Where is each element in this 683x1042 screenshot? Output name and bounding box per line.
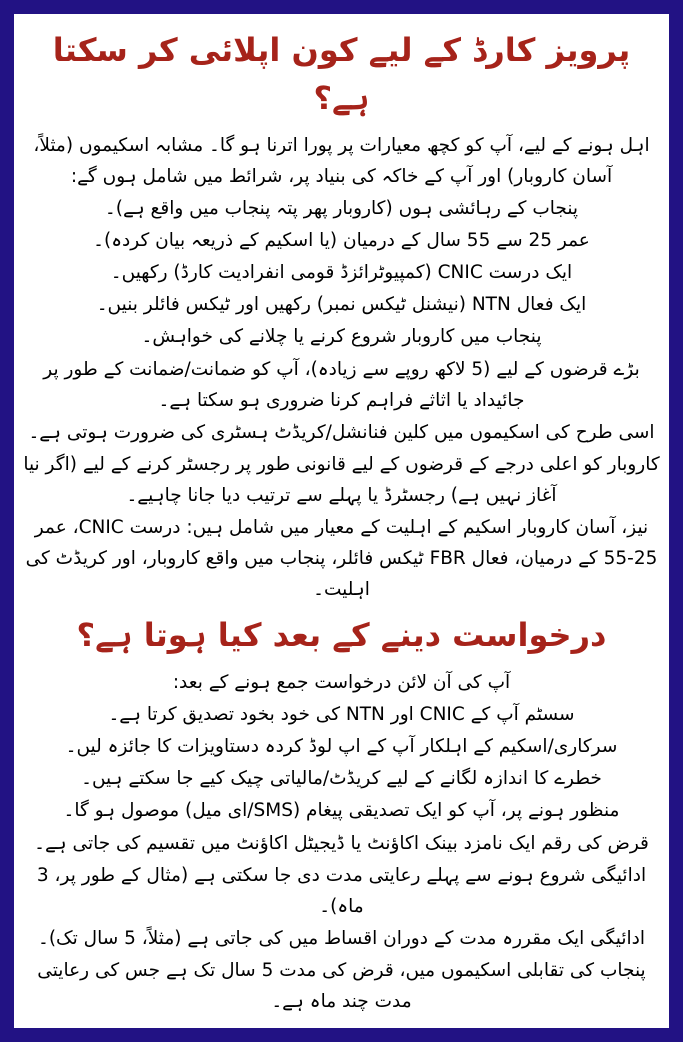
- after-apply-heading: درخواست دینے کے بعد کیا ہوتا ہے؟: [76, 616, 607, 655]
- grace-period-note: ادائیگی شروع ہونے سے پہلے رعایتی مدت دی جا سکتی ہے (مثال کے طور پر، 3 ماہ)۔: [36, 864, 647, 917]
- after-apply-intro: آپ کی آن لائن درخواست جمع ہونے کے بعد:: [172, 672, 511, 694]
- requirement-cnic: ایک درست CNIC (کمپیوٹرائزڈ قومی انفرادیت کارڈ) رکھیں۔: [110, 262, 573, 284]
- eligibility-heading: پرویز کارڈ کے لیے کون اپلائی کر سکتا ہے؟: [52, 31, 631, 117]
- section-eligibility: [22, 26, 661, 605]
- tenure-note: پنجاب کی تقابلی اسکیموں میں، قرض کی مدت 5 سال تک ہے جس کی رعایتی مدت چند ماہ ہے۔: [37, 959, 646, 1012]
- requirement-ntn: ایک فعال NTN (نیشنل ٹیکس نمبر) رکھیں اور ٹیکس فائلر بنیں۔: [96, 294, 587, 316]
- page: [14, 14, 669, 1028]
- registration-note: کاروبار کو اعلی درجے کے قرضوں کے لیے قانونی طور پر رجسٹر کرنے کے لیے (اگر نیا آغاز نہیں ہے) رجسٹرڈ یا پہلے سے ترتیب دیا جانا چاہیے۔: [23, 453, 660, 506]
- step-auto-verification: سسٹم آپ کے CNIC اور NTN کی خود بخود تصدیق کرتا ہے۔: [108, 704, 575, 726]
- credit-history-note: اسی طرح کی اسکیموں میں کلین فنانشل/کریڈٹ ہسٹری کی ضرورت ہوتی ہے۔: [28, 421, 655, 443]
- requirement-business-wish: پنجاب میں کاروبار شروع کرنے یا چلانے کی خواہش۔: [141, 326, 542, 348]
- step-disbursement: قرض کی رقم ایک نامزد بینک اکاؤنٹ یا ڈیجیٹل اکاؤنٹ میں تقسیم کی جاتی ہے۔: [34, 832, 649, 854]
- step-document-review: سرکاری/اسکیم کے اہلکار آپ کے اپ لوڈ کردہ دستاویزات کا جائزہ لیں۔: [65, 736, 618, 758]
- eligibility-intro: اہل ہونے کے لیے، آپ کو کچھ معیارات پر پورا اترنا ہو گا۔ مشابہ اسکیموں (مثلاً، آسان کاروبار) اور آپ کے خاکہ کی بنیاد پر، شرائط میں شامل ہوں گے:: [33, 135, 650, 188]
- section-after-apply: [22, 611, 661, 1017]
- step-approval-message: منظور ہونے پر، آپ کو ایک تصدیقی پیغام (SMS/ای میل) موصول ہو گا۔: [63, 800, 620, 822]
- requirement-residency: پنجاب کے رہائشی ہوں (کاروبار پھر پتہ پنجاب میں واقع ہے)۔: [104, 198, 579, 220]
- requirement-age: عمر 25 سے 55 سال کے درمیان (یا اسکیم کے ذریعہ بیان کردہ)۔: [93, 230, 590, 252]
- collateral-note: بڑے قرضوں کے لیے (5 لاکھ روپے سے زیادہ)، آپ کو ضمانت/ضمانت کے طور پر جائیداد یا اثاثے فراہم کرنا ضروری ہو سکتا ہے۔: [43, 358, 640, 411]
- repayment-note: ادائیگی ایک مقررہ مدت کے دوران اقساط میں کی جاتی ہے (مثلاً، 5 سال تک)۔: [37, 927, 646, 949]
- criteria-summary: نیز، آسان کاروبار اسکیم کے اہلیت کے معیار میں شامل ہیں: درست CNIC، عمر 25-55 کے درمیان، فعال FBR ٹیکس فائلر، پنجاب میں واقع کاروبار، اور کریڈٹ کی اہلیت۔: [25, 516, 658, 601]
- step-credit-check: خطرے کا اندازہ لگانے کے لیے کریڈٹ/مالیاتی چیک کیے جا سکتے ہیں۔: [81, 768, 602, 790]
